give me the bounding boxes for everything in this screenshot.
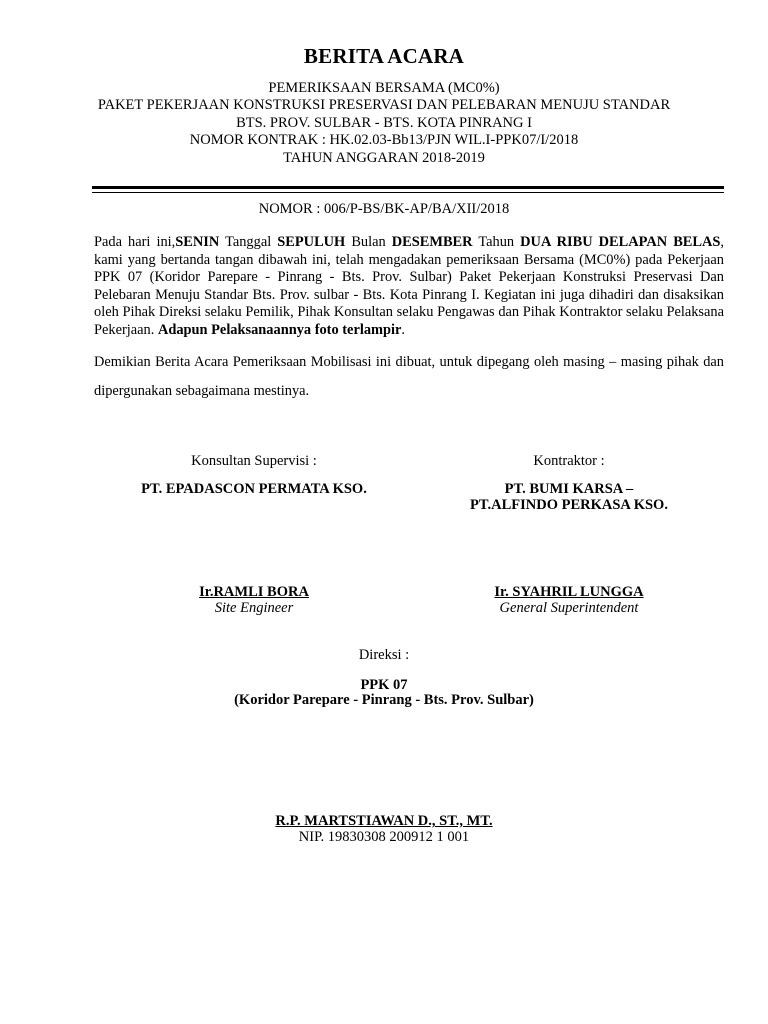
p1-year: DUA RIBU DELAPAN BELAS <box>520 234 721 250</box>
document-number: NOMOR : 006/P-BS/BK-AP/BA/XII/2018 <box>258 201 510 217</box>
p1-text-e: , kami yang bertanda tangan dibawah ini, telah mengadakan pemeriksaan Bersama (MC0%) pada Pekerjaan PPK 07 (Koridor Parepare - Pinrang - Bts. Prov. Sulbar) Paket Pekerjaan Konstruksi Preservasi Dan Pelebaran Menuju Standar Bts. Prov. sulbar - Bts. Kota Pinrang I. Kegiatan ini juga dihadiri dan disaksikan oleh Pihak Direksi selaku Pemilik, Pihak Konsultan selaku Pengawas dan Pihak Kontraktor selaku Pelaksana Pekerjaan. <box>94 234 724 338</box>
direksi-role: Direksi : <box>358 647 410 663</box>
p1-text-c: Bulan <box>345 234 392 250</box>
header-line-5: TAHUN ANGGARAN 2018-2019 <box>283 150 485 166</box>
header-line-2: PAKET PEKERJAAN KONSTRUKSI PRESERVASI DAN PELEBARAN MENUJU STANDAR <box>97 97 671 113</box>
left-company: PT. EPADASCON PERMATA KSO. <box>141 481 367 497</box>
document-title: BERITA ACARA <box>303 44 465 68</box>
header-line-1: PEMERIKSAAN BERSAMA (MC0%) <box>268 80 500 96</box>
p1-text-a: Pada hari ini, <box>94 234 176 250</box>
right-role: Kontraktor : <box>533 453 605 469</box>
right-company-line-1: PT. BUMI KARSA – <box>504 481 634 497</box>
header-divider-thin <box>92 192 724 193</box>
right-company-line-2: PT.ALFINDO PERKASA KSO. <box>470 497 668 513</box>
p1-day: SENIN <box>175 234 220 250</box>
p1-text-d: Tahun <box>472 234 521 250</box>
header-line-4: NOMOR KONTRAK : HK.02.03-Bb13/PJN WIL.I-PPK07/I/2018 <box>189 132 579 148</box>
left-signatory-name: Ir.RAMLI BORA <box>199 584 309 600</box>
direksi-unit: PPK 07 <box>360 677 408 693</box>
header-divider-thick <box>92 186 724 189</box>
right-signatory-position: General Superintendent <box>499 600 639 616</box>
header-line-3: BTS. PROV. SULBAR - BTS. KOTA PINRANG I <box>236 115 532 131</box>
direksi-unit-detail: (Koridor Parepare - Pinrang - Bts. Prov. Sulbar) <box>234 692 534 708</box>
p1-date: SEPULUH <box>277 234 346 250</box>
paragraph-1 <box>94 234 724 340</box>
right-signatory-name: Ir. SYAHRIL LUNGGA <box>494 584 644 600</box>
p1-month: DESEMBER <box>391 234 473 250</box>
left-signatory-position: Site Engineer <box>214 600 294 616</box>
p1-photo-note: Adapun Pelaksanaannya foto terlampir <box>157 321 402 338</box>
paragraph-2: Demikian Berita Acara Pemeriksaan Mobilisasi ini dibuat, untuk dipegang oleh masing – masing pihak dan dipergunakan sebagaimana mestinya. <box>94 354 724 399</box>
left-role: Konsultan Supervisi : <box>191 453 317 469</box>
p1-text-b: Tanggal <box>219 234 278 250</box>
direksi-signatory-name: R.P. MARTSTIAWAN D., ST., MT. <box>275 813 493 829</box>
direksi-nip: NIP. 19830308 200912 1 001 <box>298 829 470 845</box>
p1-text-g: . <box>401 321 406 338</box>
